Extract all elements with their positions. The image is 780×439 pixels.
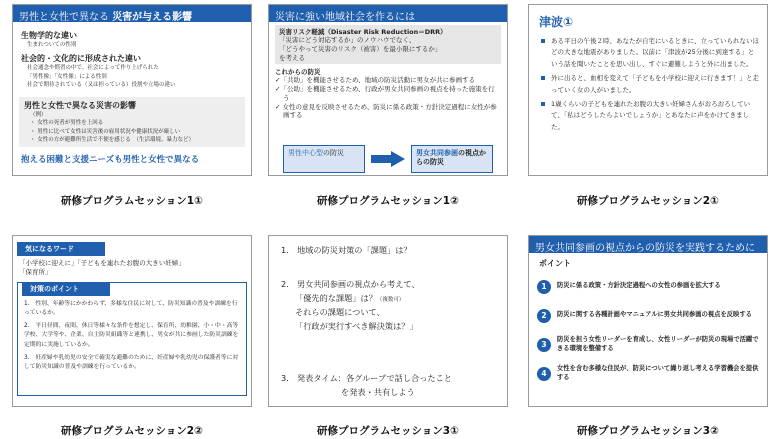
caption-session1-2: 研修プログラムセッション1②	[317, 195, 459, 207]
point-row	[529, 359, 767, 388]
impact-box	[19, 97, 245, 147]
text-social-c: 社会で期待されている（又は担っている）役割や立場の違い	[27, 81, 176, 88]
slide-title-bar: 男女共同参画の視点からの防災を実践するために	[529, 236, 767, 253]
question-3	[281, 372, 503, 400]
question-2-line: 2. 男女共同参画の視点から考えて、	[281, 279, 420, 289]
number-badge: 1	[537, 280, 551, 294]
text-biological: 生まれついての性別	[27, 42, 77, 48]
caption-session3-1: 研修プログラムセッション3①	[317, 425, 459, 437]
list-item: ・ 女性の死者が男性を上回る	[30, 120, 104, 127]
number-badge: 4	[537, 367, 551, 381]
list-item: 1. 性別、年齢等にかかわらず、多様な住民に対して、防災知識の普及や訓練を行っているか。	[24, 300, 238, 316]
question-2-line: 「行政が実行すべき解決策は？」	[295, 320, 418, 331]
slide-title-bar: 災害に強い地域社会を作るには	[269, 5, 507, 22]
list-item: 3. 妊産婦や乳幼児の安全で確実な避難のために、妊産婦や乳幼児の保護者等に対して防災知識の普及や訓練を行っているか。	[24, 354, 239, 371]
slide-session2-2	[12, 235, 252, 407]
text-social-b: 「男性像」「女性像」による性別	[27, 73, 107, 80]
heading-social: 社会的・文化的に形成された違い	[21, 54, 141, 64]
arrow-right-icon	[371, 151, 405, 167]
slide-session1-1	[12, 4, 252, 176]
caption-session2-1: 研修プログラムセッション2①	[577, 195, 719, 207]
scenario-bullet: 1歳くらいの子どもを連れたお腹の大きい妊婦さんがおろおろしていて、「私はどうしたらよいでしょうか」とあなたに声をかけてきました。	[529, 99, 767, 133]
question-2-line: それらの課題について、	[295, 306, 385, 317]
list-item: ・ 女性の方が避難所生活で不便を感じる （生活環境、暴力など）	[30, 136, 195, 143]
slide-session3-2	[528, 235, 768, 407]
flow-before-highlight: 男性中心型	[288, 149, 323, 157]
question-2-priority-text: 「優先的な課題」は？	[295, 292, 377, 303]
flow-before-text: の防災	[323, 149, 344, 157]
scenario-bullet: 外に出ると、血相を変えて「子どもを小学校に迎えに行きます！」と走っていく女の人がいました。	[529, 73, 767, 96]
point-row	[529, 272, 767, 301]
slide-session1-2	[268, 4, 508, 176]
drr-heading: 災害リスク軽減（Disaster Risk Reduction＝DRR）	[279, 28, 447, 36]
question-3-line: を発表・共有しよう	[341, 386, 415, 397]
caption-session3-2: 研修プログラムセッション3②	[577, 425, 719, 437]
measures-panel	[17, 282, 247, 396]
slide-title-bar	[13, 5, 251, 22]
question-2-priority	[281, 292, 503, 306]
flow-box-before	[283, 145, 365, 173]
drr-section	[275, 25, 501, 64]
measures-tag: 対策のポイント	[22, 282, 110, 296]
heading-biological: 生物学的な違い	[21, 31, 77, 40]
slide-title-prefix: 男性と女性で異なる	[19, 12, 109, 22]
keywords-text	[13, 256, 251, 280]
keywords-line: 「保育所」	[19, 267, 52, 276]
slide-title-emphasis: 災害が与える影響	[112, 12, 193, 22]
caption-session1-1: 研修プログラムセッション1①	[61, 195, 203, 207]
slide-session3-1	[268, 235, 508, 407]
keywords-tag: 気になるワード	[17, 242, 105, 256]
list-item: ✓ 女性の意見を反映させるため、防災に係る政策・方針決定過程に女性が参画する	[275, 102, 497, 120]
point-text: 女性を含む多様な住民が、防災について繰り返し考える学習機会を提供する	[557, 365, 759, 381]
slide-title: 津波①	[539, 15, 574, 29]
point-text: 防災に関する各種計画やマニュアルに男女共同参画の視点を反映する	[557, 311, 752, 319]
point-row	[529, 301, 767, 330]
future-heading: これからの防災	[275, 68, 321, 77]
transition-flow	[283, 145, 495, 173]
text-social-a: 社会通念や慣習の中で、社会によって作り上げられた	[27, 65, 159, 72]
list-item: ・ 男性に比べて女性は災害後の雇用状況や健康状況が厳しい	[30, 128, 181, 135]
slide-session2-1	[528, 4, 768, 176]
number-badge: 3	[537, 338, 551, 352]
drr-line: 「どうやって災害のリスク（被害）を最小限にするか」	[279, 44, 442, 53]
impact-box-example: （例）	[30, 112, 47, 118]
slide-footer-message: 抱える困難と支援ニーズも男性と女性で異なる	[21, 155, 200, 165]
point-text: 防災を担う女性リーダーを育成し、女性リーダーが防災の現場で活躍できる環境を整備する	[557, 336, 759, 352]
point-row	[529, 330, 767, 359]
question-2-note: （複数可）	[376, 296, 405, 303]
keywords-line: 「小学校に迎えに」「子どもを連れたお腹の大きい妊婦」	[19, 259, 185, 267]
list-item: ✓「公助」を機能させるため、行政が男女共同参画の視点を持った施策を行う	[275, 85, 495, 102]
impact-box-title: 男性と女性で異なる災害の影響	[24, 101, 136, 110]
number-badge: 2	[537, 309, 551, 323]
question-1: 1. 地域の防災対策の「課題」は？	[281, 245, 412, 255]
caption-session2-2: 研修プログラムセッション2②	[61, 425, 203, 437]
question-3-line: 3. 発表タイム：各グループで話し合ったこと	[281, 373, 452, 383]
flow-box-after	[411, 145, 493, 173]
scenario-bullet: ある平日の午後２時、あなたが自宅にいるときに、立っていられないほどの大きな地震がありました。以前に「津波が25分後に到達する」という話を聞いたことを思い出し、すぐに避難しようと外に出ました。	[529, 36, 767, 70]
question-2	[281, 278, 503, 334]
point-text: 防災に係る政策・方針決定過程への女性の参画を拡大する	[557, 282, 721, 290]
drr-line: を考える	[279, 53, 305, 62]
list-item: ✓「共助」を機能させるため、地域の防災活動に男女が共に参画する	[275, 76, 476, 85]
drr-line: 「災害にどう対応するか」のノウハウでなく、	[279, 36, 416, 44]
flow-after-highlight: 男女共同参画	[416, 149, 458, 157]
point-heading: ポイント	[539, 259, 571, 268]
list-item: 2. 平日昼間、夜間、休日等様々な条件を想定し、保育所、幼稚園、小・中・高等学校、大学等や、企業、自主防災組織等と連携し、男女が共に参画した防災訓練を定期的に実施しているか。	[24, 323, 239, 348]
flow-after-text: の視点からの防災	[416, 149, 486, 167]
